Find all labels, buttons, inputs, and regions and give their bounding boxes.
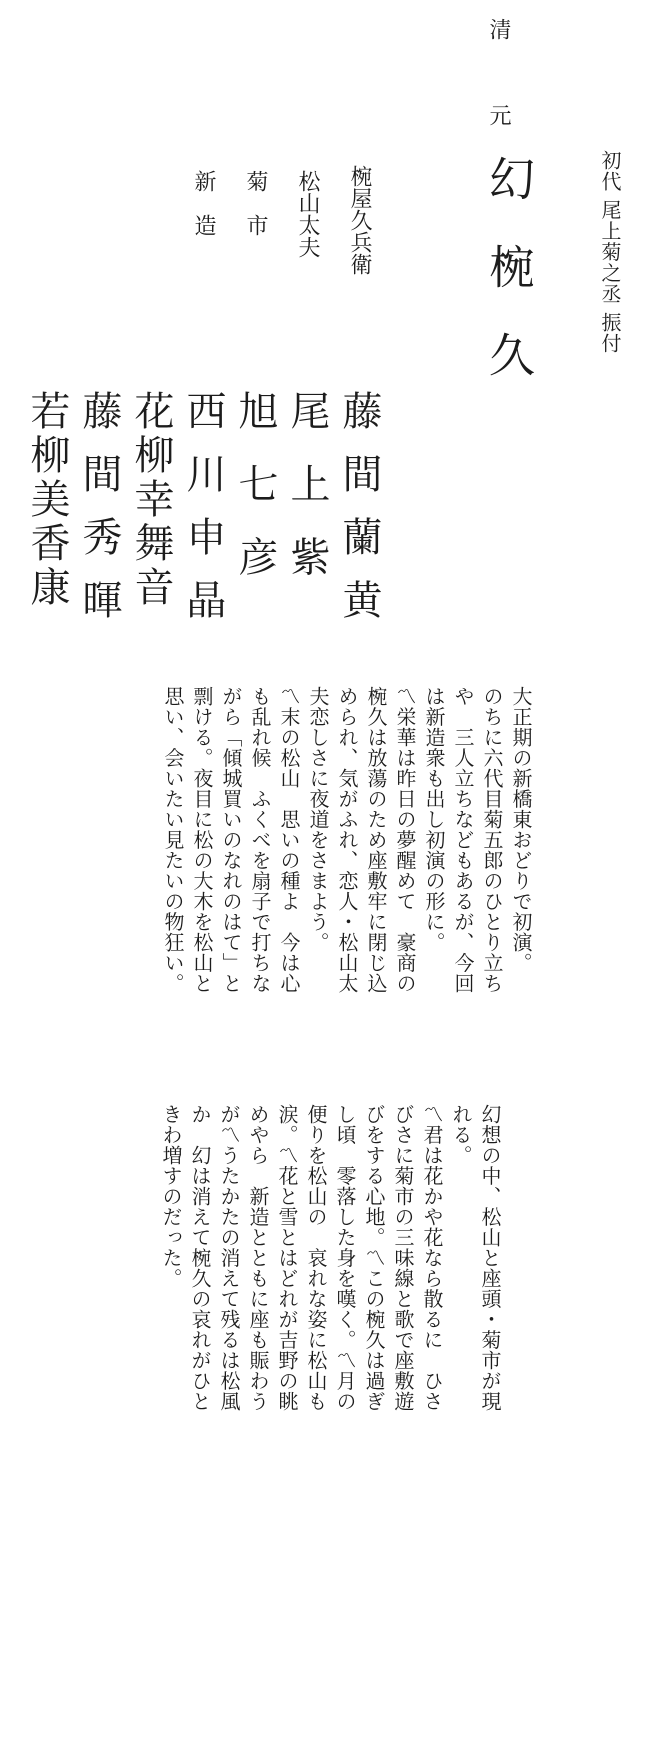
genre-label-bottom: 元 [486, 104, 511, 126]
cast-actor-onoe-yukari: 尾上紫 [284, 390, 330, 609]
synopsis-line: められ、気がふれ、恋人・松山太 [335, 686, 359, 994]
synopsis-line: 幻想の中、松山と座頭・菊市が現 [478, 1104, 502, 1412]
synopsis-line: びさに菊市の三味線と歌で座敷遊 [391, 1104, 415, 1412]
cast-role-wanya: 椀屋久兵衛 [347, 165, 372, 275]
synopsis-line: れる。 [449, 1104, 473, 1166]
cast-role-matsuyama: 松山太夫 [295, 170, 320, 258]
cast-role-shinzo: 新 造 [191, 170, 216, 236]
synopsis-line: が〽うたかたの消えて残るは松風 [217, 1104, 241, 1412]
synopsis-line: か 幻は消えて椀久の哀れがひと [188, 1104, 212, 1412]
synopsis-line: も乱れ候 ふくべを扇子で打ちな [248, 686, 272, 994]
synopsis-line: は新造衆も出し初演の形に。 [422, 686, 446, 953]
synopsis-line: 大正期の新橋東おどりで初演。 [509, 686, 533, 973]
cast-actor-nishikawa-shinsho: 西川申晶 [180, 390, 226, 642]
genre-label-top: 清 [486, 18, 511, 40]
synopsis-line: 夫恋しさに夜道をさまよう。 [306, 686, 330, 953]
synopsis-line: めやら 新造とともに座も賑わう [246, 1104, 270, 1412]
synopsis-line: 涙。〽花と雪とはどれが吉野の眺 [275, 1104, 299, 1412]
cast-actor-asahi-nanahiko: 旭七彦 [232, 390, 278, 609]
work-title: 幻椀久 [482, 155, 536, 419]
synopsis-line: きわ増すのだった。 [159, 1104, 183, 1289]
choreographer-credit: 初代 尾上菊之丞 振付 [598, 150, 622, 354]
synopsis-line: 思い、会いたい見たいの物狂い。 [161, 686, 185, 994]
synopsis-line: 椀久は放蕩のため座敷牢に閉じ込 [364, 686, 388, 994]
synopsis-line: のちに六代目菊五郎のひとり立ち [480, 686, 504, 994]
cast-actor-fujima-shuki: 藤間秀暉 [76, 390, 122, 642]
synopsis-line: し頃 零落した身を嘆く。〽月の [333, 1104, 357, 1412]
synopsis-line: 〽栄華は昨日の夢醒めて 豪商の [393, 686, 417, 994]
synopsis-line: がら「傾城買いのなれのはて」と [219, 686, 243, 994]
synopsis-line: 剽ける。夜目に松の大木を松山と [190, 686, 214, 994]
cast-actor-wakayagi-mikayasu: 若柳美香康 [24, 390, 70, 610]
synopsis-line: 〽末の松山 思いの種よ 今は心 [277, 686, 301, 994]
cast-actor-fujima-rankou: 藤間蘭黄 [336, 390, 382, 642]
cast-role-kikuichi: 菊 市 [243, 170, 268, 236]
cast-actor-hanayagi-kobune: 花柳幸舞音 [128, 390, 174, 610]
synopsis-line: びをする心地。〽この椀久は過ぎ [362, 1104, 386, 1412]
synopsis-line: 便りを松山の 哀れな姿に松山も [304, 1104, 328, 1412]
synopsis-line: 〽君は花かや花なら散るに ひさ [420, 1104, 444, 1412]
synopsis-line: や 三人立ちなどもあるが、今回 [451, 686, 475, 994]
